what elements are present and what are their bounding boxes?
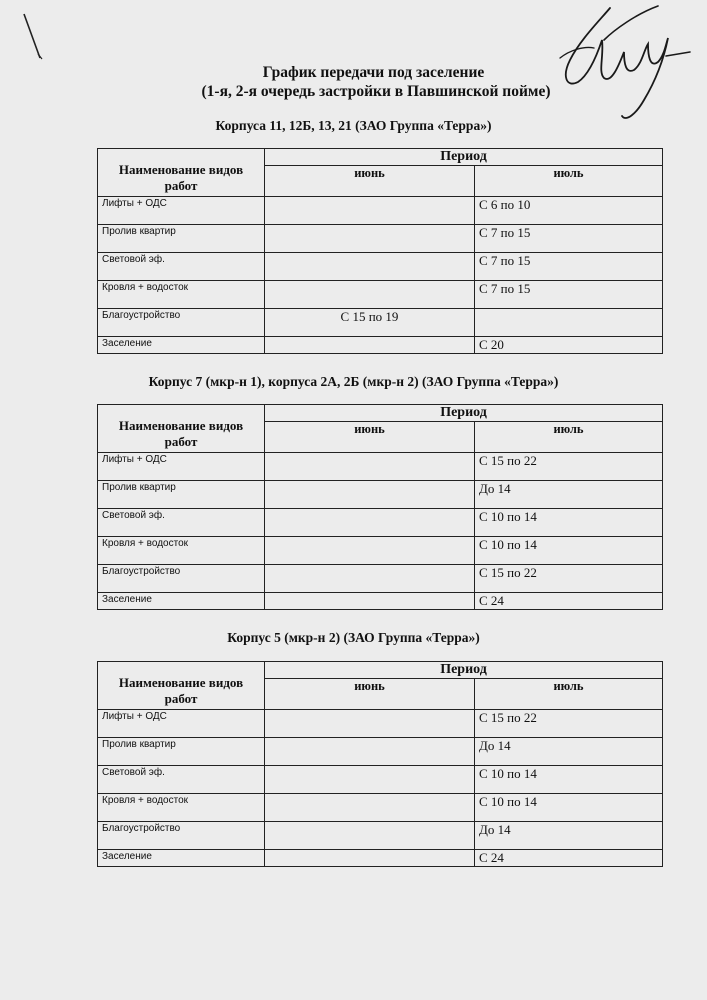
june-value [265, 253, 475, 281]
june-value [265, 766, 475, 794]
work-type: Лифты + ОДС [98, 197, 265, 225]
july-value: До 14 [475, 822, 663, 850]
july-value: С 20 [475, 337, 663, 354]
schedule-table [97, 148, 663, 354]
work-type: Световой эф. [98, 509, 265, 537]
section-title: Корпус 7 (мкр-н 1), корпуса 2А, 2Б (мкр-н 2) (ЗАО Группа «Терра») [148, 374, 559, 389]
june-value [265, 509, 475, 537]
schedule-table [97, 404, 663, 610]
header-june: июнь [265, 422, 475, 453]
table-row [98, 453, 663, 481]
schedule-table [97, 661, 663, 867]
header-july: июль [475, 166, 663, 197]
work-type: Лифты + ОДС [98, 453, 265, 481]
work-type: Заселение [98, 337, 265, 354]
work-type: Кровля + водосток [98, 794, 265, 822]
june-value [265, 565, 475, 593]
document-title: График передачи под заселение [262, 64, 485, 81]
june-value [265, 281, 475, 309]
june-value [265, 822, 475, 850]
section-title: Корпус 5 (мкр-н 2) (ЗАО Группа «Терра») [227, 630, 480, 645]
table-row [98, 509, 663, 537]
header-period: Период [265, 149, 663, 166]
july-value: С 24 [475, 850, 663, 867]
july-value: До 14 [475, 738, 663, 766]
june-value: С 15 по 19 [265, 309, 475, 337]
july-value: С 10 по 14 [475, 766, 663, 794]
table-row [98, 281, 663, 309]
work-type: Кровля + водосток [98, 281, 265, 309]
work-type: Кровля + водосток [98, 537, 265, 565]
june-value [265, 337, 475, 354]
pen-mark-icon [22, 12, 44, 62]
june-value [265, 738, 475, 766]
work-type: Пролив квартир [98, 481, 265, 509]
july-value: С 10 по 14 [475, 537, 663, 565]
table-row [98, 253, 663, 281]
table-row [98, 225, 663, 253]
july-value: До 14 [475, 481, 663, 509]
header-july: июль [475, 422, 663, 453]
document-subtitle: (1-я, 2-я очередь застройки в Павшинской пойме) [201, 83, 551, 100]
july-value [475, 309, 663, 337]
table-row [98, 197, 663, 225]
work-type: Благоустройство [98, 565, 265, 593]
header-june: июнь [265, 166, 475, 197]
table-row [98, 738, 663, 766]
work-type: Заселение [98, 593, 265, 610]
work-type: Благоустройство [98, 309, 265, 337]
header-june: июнь [265, 679, 475, 710]
july-value: С 7 по 15 [475, 281, 663, 309]
header-period: Период [265, 662, 663, 679]
table-row [98, 565, 663, 593]
table-row [98, 850, 663, 867]
table-row [98, 593, 663, 610]
july-value: С 7 по 15 [475, 225, 663, 253]
july-value: С 6 по 10 [475, 197, 663, 225]
june-value [265, 197, 475, 225]
header-work-types: Наименование видов работ [98, 662, 265, 710]
july-value: С 15 по 22 [475, 565, 663, 593]
table-row [98, 822, 663, 850]
july-value: С 24 [475, 593, 663, 610]
july-value: С 15 по 22 [475, 710, 663, 738]
june-value [265, 453, 475, 481]
work-type: Лифты + ОДС [98, 710, 265, 738]
work-type: Пролив квартир [98, 738, 265, 766]
table-row [98, 309, 663, 337]
july-value: С 15 по 22 [475, 453, 663, 481]
june-value [265, 710, 475, 738]
table-row [98, 481, 663, 509]
table-row [98, 794, 663, 822]
table-row [98, 766, 663, 794]
june-value [265, 225, 475, 253]
work-type: Световой эф. [98, 766, 265, 794]
header-period: Период [265, 405, 663, 422]
july-value: С 7 по 15 [475, 253, 663, 281]
section-title: Корпуса 11, 12Б, 13, 21 (ЗАО Группа «Терра») [215, 118, 492, 133]
july-value: С 10 по 14 [475, 509, 663, 537]
july-value: С 10 по 14 [475, 794, 663, 822]
header-july: июль [475, 679, 663, 710]
table-row [98, 710, 663, 738]
june-value [265, 794, 475, 822]
june-value [265, 850, 475, 867]
june-value [265, 593, 475, 610]
table-row [98, 537, 663, 565]
june-value [265, 537, 475, 565]
work-type: Пролив квартир [98, 225, 265, 253]
table-row [98, 337, 663, 354]
work-type: Заселение [98, 850, 265, 867]
june-value [265, 481, 475, 509]
work-type: Благоустройство [98, 822, 265, 850]
work-type: Световой эф. [98, 253, 265, 281]
header-work-types: Наименование видов работ [98, 405, 265, 453]
header-work-types: Наименование видов работ [98, 149, 265, 197]
